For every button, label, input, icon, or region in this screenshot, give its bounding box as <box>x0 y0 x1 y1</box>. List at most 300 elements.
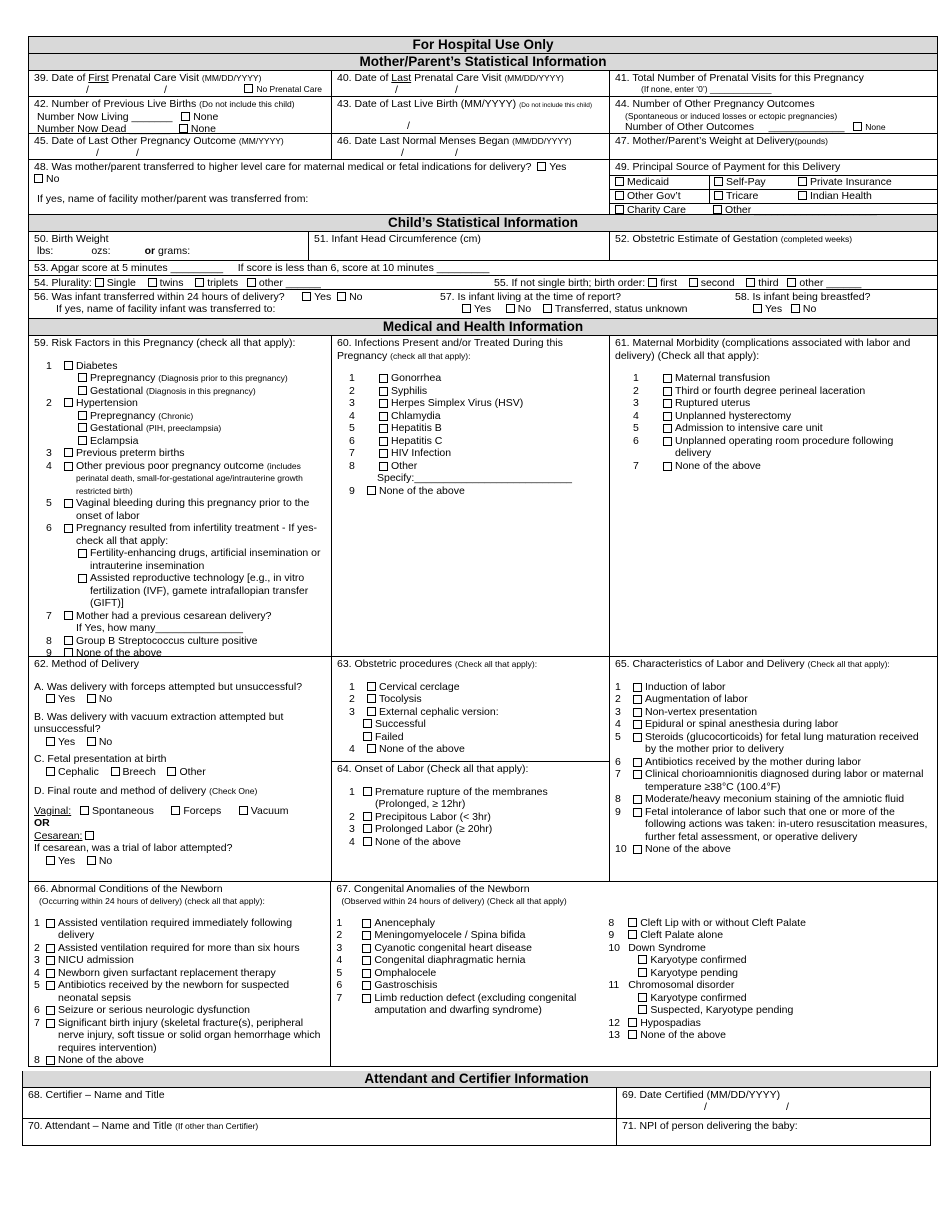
q63-block: 63. Obstetric procedures (Check all that apply): 1 Cervical cerclage 2 Tocolysis 3 External cephalic version: Successful Failed 4 None of the above <box>332 657 609 762</box>
q56-yes-checkbox[interactable] <box>302 292 311 301</box>
q63-64-cell <box>332 657 610 881</box>
single-checkbox[interactable] <box>95 278 104 287</box>
q42-dead-none-checkbox[interactable] <box>179 124 188 133</box>
premature-rupture-checkbox[interactable] <box>363 787 372 796</box>
item-number: 4 <box>615 718 621 730</box>
diabetes-gestational-label: Gestational <box>90 384 144 397</box>
item-number: 1 <box>336 916 343 929</box>
q62-b-label: B. Was delivery with vacuum extraction attempted but unsuccessful? <box>34 710 284 735</box>
item-label: Congenital diaphragmatic hernia <box>374 954 526 966</box>
order-second-label: second <box>700 277 735 289</box>
forceps-checkbox[interactable] <box>171 806 180 815</box>
item-label: Cyanotic congenital heart disease <box>374 941 532 954</box>
q60-none-checkbox[interactable] <box>367 486 376 495</box>
q66-label: 66. Abnormal Conditions of the Newborn <box>34 883 223 895</box>
item-checkbox[interactable] <box>46 944 55 953</box>
attendant-section <box>22 1071 931 1146</box>
list-item <box>336 917 608 930</box>
previous-cesarean-checkbox[interactable] <box>64 611 73 620</box>
q57-transferred-checkbox[interactable] <box>543 304 552 313</box>
list-item <box>615 435 932 460</box>
cephalic-checkbox[interactable] <box>46 767 55 776</box>
presentation-other-label: Other <box>179 765 206 778</box>
q50-grams: grams: <box>158 245 191 257</box>
item-label: Induction of labor <box>645 680 726 693</box>
charity-care-label: Charity Care <box>627 204 686 216</box>
item-checkbox[interactable] <box>362 919 371 928</box>
q62-a-yes-checkbox[interactable] <box>46 694 55 703</box>
item-label: NICU admission <box>58 954 134 966</box>
q44-count: Number of Other Outcomes <box>625 120 754 133</box>
q42-note: (Do not include this child) <box>199 99 295 109</box>
item-checkbox[interactable] <box>379 374 388 383</box>
item-label: Unplanned operating room procedure following delivery <box>675 434 894 459</box>
cerclage-checkbox[interactable] <box>367 682 376 691</box>
item-number: 6 <box>633 434 639 447</box>
cephalic-version-checkbox[interactable] <box>367 707 376 716</box>
q62-label: 62. Method of Delivery <box>34 658 140 670</box>
q63-none-label: None of the above <box>379 743 465 755</box>
item-checkbox[interactable] <box>379 412 388 421</box>
q69-cell: 69. Date Certified (MM/DD/YYYY) / / <box>617 1088 930 1118</box>
q60-label: 60. Infections Present and/or Treated During this Pregnancy <box>337 337 563 362</box>
item-number: 9 <box>615 805 621 818</box>
q56-label: 56. Was infant transferred within 24 hours of delivery? <box>34 291 285 303</box>
hypertension-prepregnancy-note: (Chronic) <box>158 410 194 421</box>
item-checkbox[interactable] <box>633 695 642 704</box>
list-item <box>336 967 608 980</box>
q53-ten: If score is less than 6, score at 10 minutes _________ <box>237 262 490 274</box>
list-item <box>615 768 932 793</box>
q50-lbs: lbs: <box>37 245 54 257</box>
q44-none-checkbox[interactable] <box>853 122 862 131</box>
q41-label: 41. Total Number of Prenatal Visits for this Pregnancy <box>615 72 864 84</box>
hypertension-checkbox[interactable] <box>64 398 73 407</box>
item-number: 7 <box>336 991 343 1004</box>
q45-label: 45. Date of Last Other Pregnancy Outcome <box>34 135 236 147</box>
item-checkbox[interactable] <box>362 956 371 965</box>
plurality-other-checkbox[interactable] <box>247 278 256 287</box>
q62-b-no-checkbox[interactable] <box>87 737 96 746</box>
q62-a-no-label: No <box>98 693 113 705</box>
version-successful-checkbox[interactable] <box>363 719 372 728</box>
q57-no-checkbox[interactable] <box>506 304 515 313</box>
diabetes-prepregnancy-label: Prepregnancy <box>90 372 156 384</box>
q66-list <box>34 917 325 1067</box>
medicaid-checkbox[interactable] <box>615 177 624 186</box>
q56-yes-label: Yes <box>314 291 332 303</box>
eclampsia-checkbox[interactable] <box>78 436 87 445</box>
assisted-repro-label: Assisted reproductive technology [e.g., in vitro fertilization (IVF), gamete intrafallopian transfer (GIFT)] <box>90 572 309 609</box>
infertility-checkbox[interactable] <box>64 524 73 533</box>
item-checkbox[interactable] <box>663 462 672 471</box>
q45-cell: 45. Date of Last Other Pregnancy Outcome (MM/YYYY) / / <box>29 134 332 159</box>
hospital-use-title: For Hospital Use Only <box>28 36 938 53</box>
list-item <box>615 385 932 398</box>
q48-yes-label: Yes <box>549 161 567 173</box>
q50-label: 50. Birth Weight <box>34 233 109 245</box>
q50-or: or <box>144 245 156 257</box>
q57-yes-label: Yes <box>474 303 492 315</box>
item-label: Gonorrhea <box>391 372 442 384</box>
cleft-lip-checkbox[interactable] <box>628 918 637 927</box>
q43-cell: 43. Date of Last Live Birth (MM/YYYY) (Do not include this child) / <box>332 97 610 133</box>
item-number: 7 <box>349 447 355 459</box>
q66-note: (Occurring within 24 hours of delivery) (check all that apply): <box>39 895 265 906</box>
q48-no-checkbox[interactable] <box>34 174 43 183</box>
cerclage-label: Cervical cerclage <box>379 680 460 693</box>
item-label: Antibiotics received by the newborn for suspected neonatal sepsis <box>58 979 290 1004</box>
q71-label: 71. NPI of person delivering the baby: <box>622 1120 798 1132</box>
precipitous-labor-checkbox[interactable] <box>363 812 372 821</box>
private-insurance-checkbox[interactable] <box>798 177 807 186</box>
list-item <box>615 806 932 844</box>
item-checkbox[interactable] <box>663 437 672 446</box>
item-number: 3 <box>349 397 355 409</box>
q62-d-note: (Check One) <box>209 786 258 796</box>
vaginal-bleeding-checkbox[interactable] <box>64 499 73 508</box>
premature-rupture-label: Premature rupture of the membranes <box>375 785 548 798</box>
list-item <box>34 1004 325 1017</box>
presentation-other-checkbox[interactable] <box>167 767 176 776</box>
q57-label: 57. Is infant living at the time of report? <box>440 291 621 303</box>
q53-cell <box>29 261 937 275</box>
q42-living-none-label: None <box>193 110 219 123</box>
item-checkbox[interactable] <box>663 424 672 433</box>
diabetes-gestational-note: (Diagnosis in this pregnancy) <box>146 385 256 396</box>
q65-list <box>615 681 932 856</box>
chromosomal-confirmed-checkbox[interactable] <box>638 993 647 1002</box>
item-checkbox[interactable] <box>633 770 642 779</box>
q63-none-checkbox[interactable] <box>367 744 376 753</box>
q59-cell: 59. Risk Factors in this Pregnancy (check all that apply): 1 Diabetes Prepregnancy (Diagnosis prior to this pregnancy) Gestational (Diagnosis in this pregnancy) 2 Hypertension Prepregnancy (Chronic) Gestational (PIH, preeclampsia) Eclampsia 3 Previous preterm births 4 Other previous poor pregnancy outcome (includes perinatal death, small-for-gestational age/intrauterine growth restricted birth) 5 Vaginal bleeding during this pregnancy prior to the onset of labor 6 Pregnancy resulted from infertility treatment - If yes-check all that apply: Fertility-enhancing drugs, artificial insemination or intrauterine insemination Assisted reproductive technology [e.g., in vitro fertilization (IVF), gamete intrafallopian transfer (GIFT)] 7 Mother had a previous cesarean delivery? If Yes, how many_______________ 8 Group B Streptococcus culture positive 9 None of the above <box>29 336 332 656</box>
hypertension-label: Hypertension <box>76 397 138 409</box>
indian-health-checkbox[interactable] <box>798 191 807 200</box>
previous-preterm-label: Previous preterm births <box>76 447 185 459</box>
vaginal-label: Vaginal: <box>34 804 72 817</box>
item-checkbox[interactable] <box>379 399 388 408</box>
order-first-label: first <box>660 277 678 289</box>
item-label: Significant birth injury (skeletal fracture(s), peripheral nerve injury, soft tissue or solid organ hemorrhage which requires intervention) <box>58 1016 321 1054</box>
hypospadias-checkbox[interactable] <box>628 1018 637 1027</box>
private-insurance-label: Private Insurance <box>810 176 892 188</box>
item-checkbox[interactable] <box>46 919 55 928</box>
q40-label-last: Last <box>391 72 412 84</box>
version-failed-checkbox[interactable] <box>363 732 372 741</box>
group-b-strep-checkbox[interactable] <box>64 636 73 645</box>
list-item <box>337 397 604 410</box>
q58-no-checkbox[interactable] <box>791 304 800 313</box>
poor-outcome-checkbox[interactable] <box>64 462 73 471</box>
q60-cell: 60. Infections Present and/or Treated During this Pregnancy (check all that apply): 1 Gonorrhea 2 Syphilis 3 Herpes Simplex Virus (HSV) 4 Chlamydia 5 Hepatitis B 6 Hepatitis C 7 HIV Infection 8 Other Specify:___________________________ 9 None of the above <box>332 336 610 656</box>
diabetes-prepregnancy-note: (Diagnosis prior to this pregnancy) <box>158 373 288 383</box>
q68-label: 68. Certifier – Name and Title <box>28 1089 165 1101</box>
q61-label: 61. Maternal Morbidity (complications associated with labor and delivery) (Check all that apply): <box>615 337 911 362</box>
list-item <box>34 1017 325 1055</box>
chromosomal-pending-checkbox[interactable] <box>638 1005 647 1014</box>
down-pending-checkbox[interactable] <box>638 968 647 977</box>
trial-no-checkbox[interactable] <box>87 856 96 865</box>
q57-no-label: No <box>517 303 532 315</box>
list-item <box>615 460 932 473</box>
q52-note: (completed weeks) <box>780 234 853 244</box>
order-other-checkbox[interactable] <box>787 278 796 287</box>
item-number: 2 <box>34 941 40 954</box>
poor-outcome-label: Other previous poor pregnancy outcome <box>76 459 264 472</box>
item-label: Unplanned hysterectomy <box>675 409 792 422</box>
item-number: 7 <box>615 768 621 780</box>
item-number: 1 <box>34 916 40 929</box>
item-checkbox[interactable] <box>633 758 642 767</box>
list-item <box>336 929 608 942</box>
cleft-palate-checkbox[interactable] <box>628 930 637 939</box>
version-failed-label: Failed <box>375 730 404 743</box>
q62-a-yes-label: Yes <box>58 693 76 705</box>
q62-a-no-checkbox[interactable] <box>87 694 96 703</box>
q67-list-left <box>336 917 608 1042</box>
previous-preterm-checkbox[interactable] <box>64 448 73 457</box>
q50-cell <box>29 232 309 260</box>
list-item <box>337 435 604 448</box>
cesarean-checkbox[interactable] <box>85 831 94 840</box>
q57-yes-checkbox[interactable] <box>462 304 471 313</box>
item-label: Chlamydia <box>391 409 441 422</box>
order-second-checkbox[interactable] <box>689 278 698 287</box>
q49-cell <box>610 160 937 214</box>
q65-label: 65. Characteristics of Labor and Delivery <box>615 658 805 670</box>
q58-yes-checkbox[interactable] <box>753 304 762 313</box>
fertility-drugs-checkbox[interactable] <box>78 549 87 558</box>
diabetes-label: Diabetes <box>76 359 118 372</box>
q58-no-label: No <box>802 303 817 315</box>
twins-label: twins <box>159 277 184 289</box>
item-checkbox[interactable] <box>379 424 388 433</box>
item-checkbox[interactable] <box>46 956 55 965</box>
list-item <box>615 397 932 410</box>
q64-none-label: None of the above <box>375 835 461 848</box>
precipitous-labor-label: Precipitous Labor (< 3hr) <box>375 810 491 823</box>
item-number: 6 <box>349 434 355 447</box>
q56-no-label: No <box>349 291 363 303</box>
item-number: 5 <box>34 979 40 991</box>
triplets-checkbox[interactable] <box>195 278 204 287</box>
no-prenatal-care-checkbox[interactable] <box>244 84 253 93</box>
item-checkbox[interactable] <box>379 449 388 458</box>
item-checkbox[interactable] <box>362 969 371 978</box>
q68-cell <box>23 1088 617 1118</box>
q62-b-yes-checkbox[interactable] <box>46 737 55 746</box>
item-checkbox[interactable] <box>379 462 388 471</box>
order-third-checkbox[interactable] <box>746 278 755 287</box>
item-number: 5 <box>633 422 639 434</box>
list-item <box>336 954 608 967</box>
payment-other-checkbox[interactable] <box>713 205 722 214</box>
diabetes-checkbox[interactable] <box>64 361 73 370</box>
order-other-label: other ______ <box>799 277 862 289</box>
trial-yes-checkbox[interactable] <box>46 856 55 865</box>
item-label: None of the above <box>645 843 731 855</box>
item-checkbox[interactable] <box>663 374 672 383</box>
cleft-palate-label: Cleft Palate alone <box>640 929 724 941</box>
q59-none-checkbox[interactable] <box>64 648 73 657</box>
self-pay-checkbox[interactable] <box>714 177 723 186</box>
q64-block: 64. Onset of Labor (Check all that apply): 1 Premature rupture of the membranes (Prolonged, ≥ 12hr) 2 Precipitous Labor (< 3hr) 3 Prolonged Labor (≥ 20hr) 4 None of the above <box>332 762 609 849</box>
chromosomal-pending-label: Suspected, Karyotype pending <box>650 1004 794 1016</box>
item-label: Maternal transfusion <box>675 372 771 384</box>
cephalic-label: Cephalic <box>58 765 99 778</box>
trial-yes-label: Yes <box>58 854 76 867</box>
item-label: None of the above <box>58 1054 144 1066</box>
item-number: 7 <box>633 459 639 472</box>
list-item <box>615 681 932 694</box>
breech-checkbox[interactable] <box>111 767 120 776</box>
q64-label: 64. Onset of Labor (Check all that apply): <box>337 763 529 775</box>
item-label: Syphilis <box>391 384 428 397</box>
q48-yes-checkbox[interactable] <box>537 162 546 171</box>
q57-transferred-label: Transferred, status unknown <box>554 303 688 315</box>
item-checkbox[interactable] <box>362 944 371 953</box>
item-number: 5 <box>349 422 355 434</box>
list-item <box>615 718 932 731</box>
tricare-checkbox[interactable] <box>714 191 723 200</box>
chromosomal-confirmed-label: Karyotype confirmed <box>650 991 747 1004</box>
q44-none-label: None <box>865 121 886 132</box>
vaginal-bleeding-label: Vaginal bleeding during this pregnancy prior to the onset of labor <box>76 497 310 522</box>
item-number: 8 <box>349 459 355 472</box>
q44-note: (Spontaneous or induced losses or ectopic pregnancies) <box>625 110 838 121</box>
q67-list-right: 8 Cleft Lip with or without Cleft Palate 9 Cleft Palate alone 10 Down Syndrome Karyotype confirmed Karyotype pending 11 Chromosomal disorder Karyotype confirmed Suspected, Karyotype pending 12 Hypospadias 13 None of the above <box>608 916 806 1041</box>
item-checkbox[interactable] <box>633 720 642 729</box>
payment-other-label: Other _____________________ <box>725 204 877 216</box>
q67-label: 67. Congenital Anomalies of the Newborn <box>336 883 530 895</box>
q44-label: 44. Number of Other Pregnancy Outcomes <box>615 98 815 110</box>
item-label: Third or fourth degree perineal laceration <box>675 384 866 397</box>
prolonged-labor-checkbox[interactable] <box>363 824 372 833</box>
q39-format: (MM/DD/YYYY) <box>201 73 262 83</box>
item-checkbox[interactable] <box>633 845 642 854</box>
item-checkbox[interactable] <box>362 981 371 990</box>
spontaneous-label: Spontaneous <box>91 804 154 817</box>
q40-format: (MM/DD/YYYY) <box>504 73 564 83</box>
trial-of-labor-label: If cesarean, was a trial of labor attempted? <box>34 842 233 854</box>
diabetes-prepregnancy-checkbox[interactable] <box>78 373 87 382</box>
hypertension-gestational-label: Gestational <box>90 422 144 434</box>
q63-label: 63. Obstetric procedures <box>337 658 452 670</box>
list-item <box>615 693 932 706</box>
item-number: 2 <box>633 384 639 397</box>
item-checkbox[interactable] <box>362 994 371 1003</box>
item-number: 5 <box>336 966 343 979</box>
order-first-checkbox[interactable] <box>648 278 657 287</box>
hypospadias-label: Hypospadias <box>640 1016 701 1029</box>
item-checkbox[interactable] <box>663 399 672 408</box>
charity-care-checkbox[interactable] <box>615 205 624 214</box>
cleft-lip-label: Cleft Lip with or without Cleft Palate <box>640 916 806 929</box>
q71-cell <box>617 1119 930 1145</box>
diabetes-gestational-checkbox[interactable] <box>78 386 87 395</box>
other-govt-checkbox[interactable] <box>615 191 624 200</box>
item-checkbox[interactable] <box>633 733 642 742</box>
item-checkbox[interactable] <box>379 387 388 396</box>
list-item <box>34 1054 325 1067</box>
item-checkbox[interactable] <box>633 683 642 692</box>
item-checkbox[interactable] <box>46 981 55 990</box>
q62-c-label: C. Fetal presentation at birth <box>34 753 167 765</box>
item-checkbox[interactable] <box>362 931 371 940</box>
down-confirmed-label: Karyotype confirmed <box>650 954 747 966</box>
item-checkbox[interactable] <box>633 795 642 804</box>
twins-checkbox[interactable] <box>148 278 157 287</box>
item-checkbox[interactable] <box>46 969 55 978</box>
q51-cell <box>309 232 610 260</box>
item-checkbox[interactable] <box>46 1006 55 1015</box>
item-label: Hepatitis B <box>391 422 442 434</box>
item-number: 1 <box>615 680 621 693</box>
assisted-repro-checkbox[interactable] <box>78 574 87 583</box>
item-number: 7 <box>34 1016 40 1029</box>
q44-blank: _____________ <box>768 120 845 133</box>
down-confirmed-checkbox[interactable] <box>638 955 647 964</box>
item-checkbox[interactable] <box>46 1019 55 1028</box>
item-number: 6 <box>615 755 621 768</box>
list-item <box>337 372 604 385</box>
list-item <box>336 992 608 1017</box>
q60-note: (check all that apply): <box>390 350 471 361</box>
q42-living-none-checkbox[interactable] <box>181 112 190 121</box>
q70-note: (If other than Certifier) <box>175 1121 259 1131</box>
poor-outcome-note: (includes perinatal death, small-for-gestational age/intrauterine growth restricted birth) <box>76 460 303 496</box>
single-label: Single <box>106 277 136 289</box>
q46-cell: 46. Date Last Normal Menses Began (MM/DD/YYYY) / / <box>332 134 610 159</box>
q59-none-label: None of the above <box>76 647 162 659</box>
tocolysis-checkbox[interactable] <box>367 694 376 703</box>
q67-none-checkbox[interactable] <box>628 1030 637 1039</box>
item-checkbox[interactable] <box>663 412 672 421</box>
q67-none-label: None of the above <box>640 1029 727 1041</box>
item-label: Clinical chorioamnionitis diagnosed during labor or maternal temperature ≥38°C (100.4°F) <box>645 768 924 793</box>
premature-rupture-note: (Prolonged, ≥ 12hr) <box>375 798 466 810</box>
list-item <box>336 942 608 955</box>
item-checkbox[interactable] <box>379 437 388 446</box>
q42-dead-none-label: None <box>190 123 216 135</box>
q56-facility: If yes, name of facility infant was transferred to: <box>56 303 276 315</box>
item-label: None of the above <box>675 459 761 472</box>
spontaneous-checkbox[interactable] <box>80 806 89 815</box>
q62-d-label: D. Final route and method of delivery <box>34 785 207 797</box>
q55-label: 55. If not single birth; birth order: <box>494 277 646 289</box>
q41-note: (If none, enter ‘0’) _____________ <box>641 84 772 94</box>
item-checkbox[interactable] <box>663 387 672 396</box>
item-checkbox[interactable] <box>633 808 642 817</box>
q60-none-label: None of the above <box>379 484 465 497</box>
item-checkbox[interactable] <box>633 708 642 717</box>
hypertension-prepregnancy-checkbox[interactable] <box>78 411 87 420</box>
q40-label-end: Prenatal Care Visit <box>411 72 502 84</box>
q58-yes-label: Yes <box>765 303 783 315</box>
q56-no-checkbox[interactable] <box>337 292 346 301</box>
item-label: Admission to intensive care unit <box>675 422 823 434</box>
item-checkbox[interactable] <box>46 1056 55 1065</box>
item-number: 6 <box>34 1004 40 1016</box>
q42-cell <box>29 97 332 133</box>
q48-facility: If yes, name of facility mother/parent was transferred from: <box>37 193 309 205</box>
hypertension-gestational-checkbox[interactable] <box>78 423 87 432</box>
item-label: Anencephaly <box>374 916 436 929</box>
item-label: Augmentation of labor <box>645 693 748 705</box>
q64-none-checkbox[interactable] <box>363 837 372 846</box>
vacuum-checkbox[interactable] <box>239 806 248 815</box>
q62-b-yes-label: Yes <box>58 735 76 748</box>
